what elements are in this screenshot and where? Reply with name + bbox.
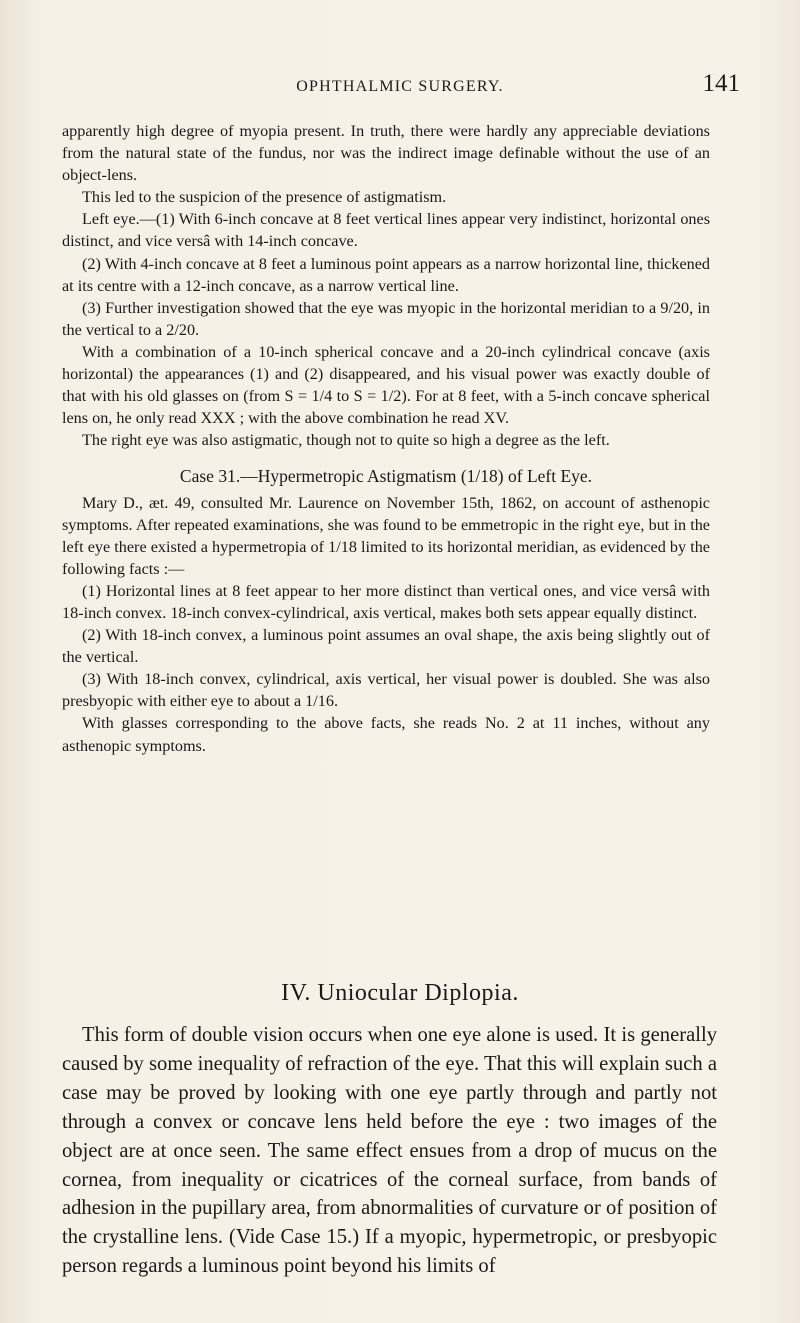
running-title: OPHTHALMIC SURGERY. [296,78,504,95]
paragraph: With a combination of a 10-inch spherical concave and a 20-inch cylindrical concave (axis horizontal) the appearances (1) and (2) disappeared, and his visual power was exactly double of that with his old glasses on (from S = 1/4 to S = 1/2). For at 8 feet, with a 5-inch concave spherical lens on, he only read XXX ; with the above combination he read XV. [62,342,710,428]
paragraph: (1) Horizontal lines at 8 feet appear to her more distinct than vertical ones, and vice versâ with 18-inch convex. 18-inch convex-cylindrical, axis vertical, makes both sets appear equally distinct. [62,581,710,622]
paragraph: The right eye was also astigmatic, though not to quite so high a degree as the left. [82,431,610,450]
page-number: 141 [702,70,740,97]
paragraph: apparently high degree of myopia present. In truth, there were hardly any appreciable deviations from the natural state of the fundus, nor was the indirect image definable without the use of an object-lens. [62,122,710,185]
paragraph: (2) With 18-inch convex, a luminous point assumes an oval shape, the axis being slightly out of the vertical. [62,626,710,667]
body-text [62,120,710,757]
paragraph: Mary D., æt. 49, consulted Mr. Laurence on November 15th, 1862, on account of asthenopic symptoms. After repeated examinations, she was found to be emmetropic in the right eye, but in the left eye there existed a hypermetropia of 1/18 limited to its horizontal meridian, as evidenced by the following facts :— [62,493,710,578]
paragraph: This form of double vision occurs when one eye alone is used. It is generally caused by some inequality of refraction of the eye. That this will explain such a case may be proved by looking with one eye partly through and partly not through a convex or concave lens held before the eye : two images of the object are at once seen. The same effect ensues from a drop of mucus on the cornea, from inequality or cicatrices of the corneal surface, from bands of adhesion in the pupillary area, from abnormalities of curvature or of position of the crystalline lens. (Vide Case 15.) If a myopic, hypermetropic, or presbyopic person regards a luminous point beyond his limits of [62,1024,717,1278]
paragraph: This led to the suspicion of the presence of astigmatism. [82,188,447,207]
paragraph: Left eye.—(1) With 6-inch concave at 8 feet vertical lines appear very indistinct, horizontal ones distinct, and vice versâ with 14-inch concave. [62,210,710,251]
section-text [62,1021,717,1281]
page-header [60,68,740,102]
case-heading: Case 31.—Hypermetropic Astigmatism (1/18) of Left Eye. [179,466,593,487]
paragraph: (3) With 18-inch convex, cylindrical, axis vertical, her visual power is doubled. She was also presbyopic with either eye to about a 1/16. [62,670,710,711]
paragraph: (3) Further investigation showed that the eye was myopic in the horizontal meridian to a 9/20, in the vertical to a 2/20. [62,298,710,339]
paragraph: With glasses corresponding to the above facts, she reads No. 2 at 11 inches, without any asthenopic symptoms. [62,714,710,755]
section-heading: IV. Uniocular Diplopia. [281,980,519,1006]
paragraph: (2) With 4-inch concave at 8 feet a luminous point appears as a narrow horizontal line, thickened at its centre with a 12-inch concave, as a narrow vertical line. [62,254,710,295]
